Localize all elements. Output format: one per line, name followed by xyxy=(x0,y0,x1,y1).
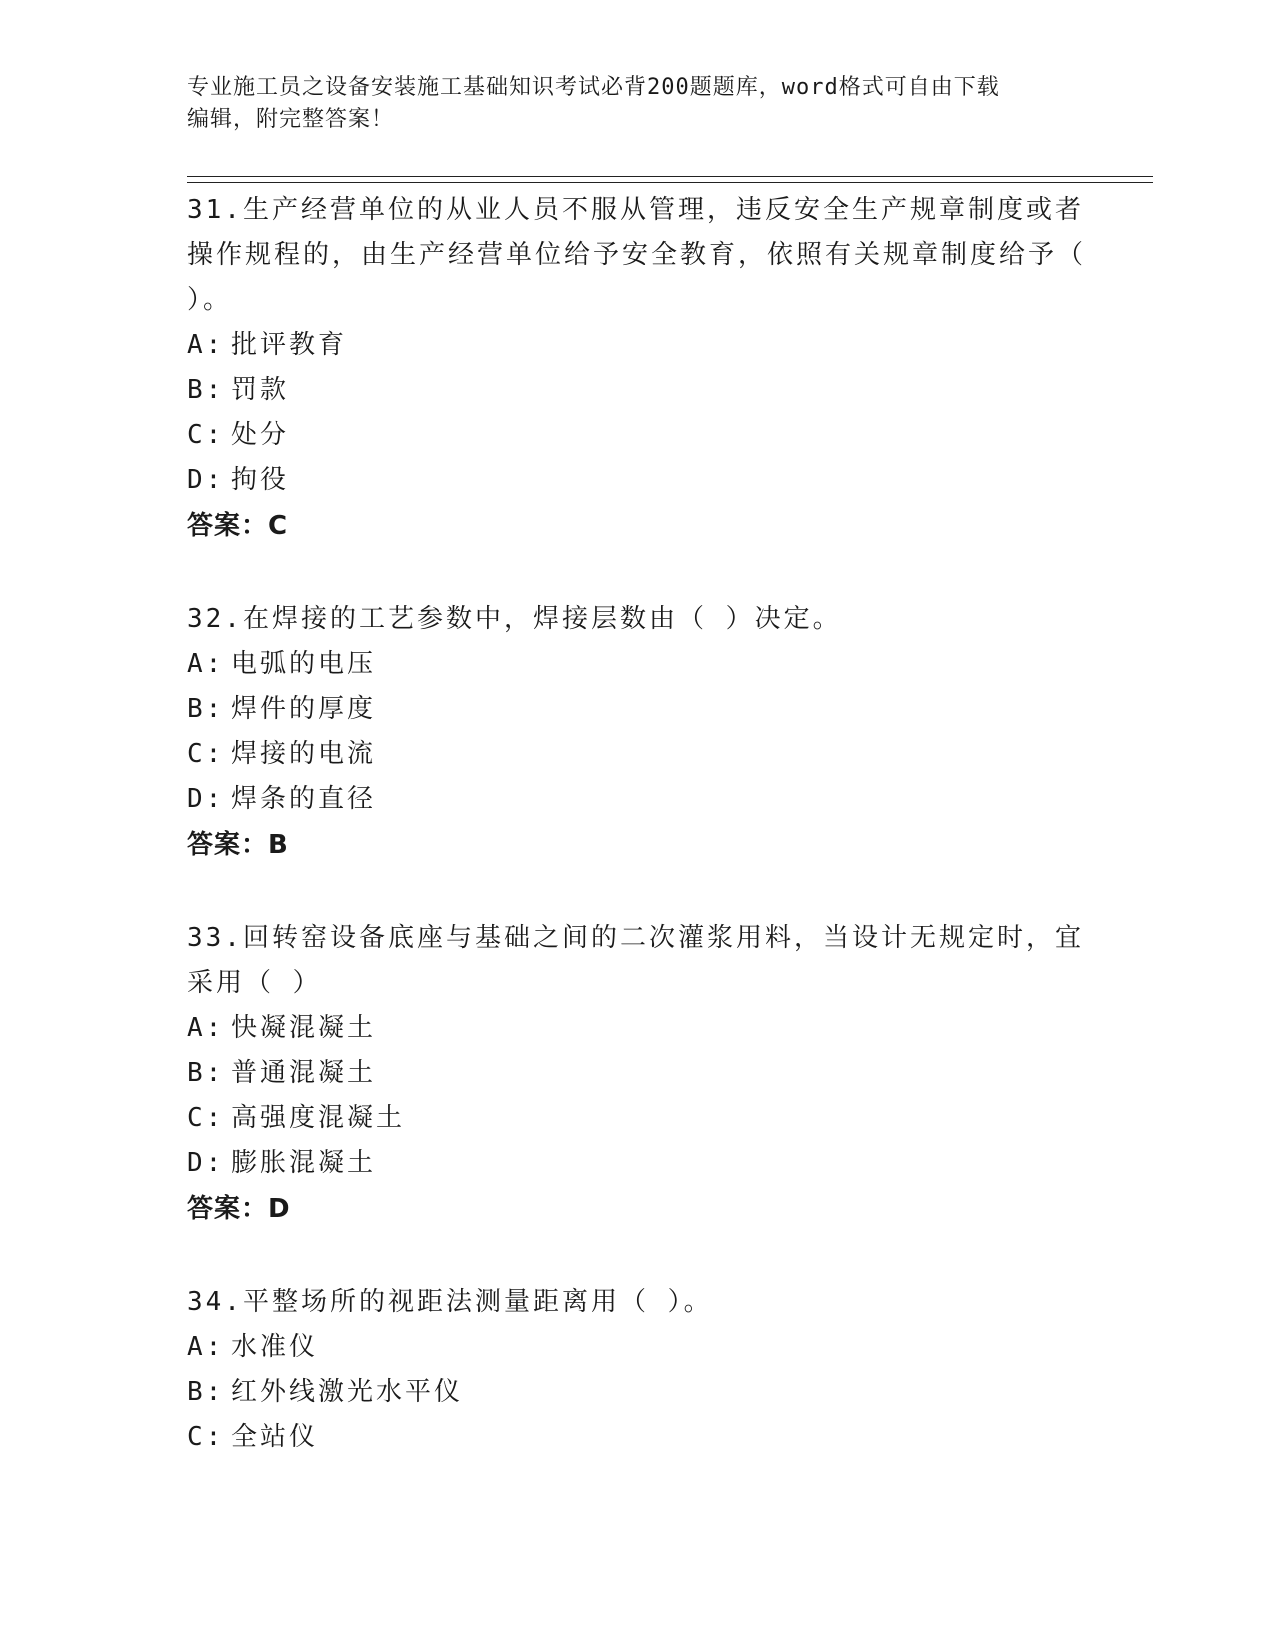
option-key: B: xyxy=(187,1377,225,1407)
header-rule-bottom xyxy=(187,182,1153,183)
option-key: A: xyxy=(187,1013,225,1043)
option-d xyxy=(187,1141,1087,1186)
question-list xyxy=(187,188,1087,1508)
option-key: B: xyxy=(187,375,225,405)
option-text: 快凝混凝土 xyxy=(231,1013,377,1043)
option-key: A: xyxy=(187,649,225,679)
question-stem: 31.生产经营单位的从业人员不服从管理，违反安全生产规章制度或者操作规程的，由生产经营单位给予安全教育，依照有关规章制度给予（ ）。 xyxy=(187,195,1087,315)
option-text: 全站仪 xyxy=(231,1422,319,1452)
option-c xyxy=(187,1415,1087,1460)
option-a xyxy=(187,1325,1087,1370)
option-key: A: xyxy=(187,330,225,360)
option-text: 处分 xyxy=(231,420,290,450)
option-text: 水准仪 xyxy=(231,1332,319,1362)
option-text: 罚款 xyxy=(231,375,290,405)
option-b xyxy=(187,687,1087,732)
option-key: D: xyxy=(187,465,225,495)
question-stem: 32.在焊接的工艺参数中，焊接层数由（ ）决定。 xyxy=(187,604,842,634)
answer-label: 答案：C xyxy=(187,511,289,541)
option-key: B: xyxy=(187,1058,225,1088)
option-text: 膨胀混凝土 xyxy=(231,1148,377,1178)
question-stem: 33.回转窑设备底座与基础之间的二次灌浆用料，当设计无规定时，宜采用（ ） xyxy=(187,923,1084,998)
header-title-line-2: 编辑，附完整答案！ xyxy=(187,107,395,132)
option-b xyxy=(187,1051,1087,1096)
question-34 xyxy=(187,1280,1087,1460)
answer-label: 答案：B xyxy=(187,830,289,860)
option-key: C: xyxy=(187,420,225,450)
option-key: D: xyxy=(187,1148,225,1178)
option-c xyxy=(187,732,1087,777)
question-33 xyxy=(187,916,1087,1232)
option-text: 拘役 xyxy=(231,465,290,495)
header-title-line-1: 专业施工员之设备安装施工基础知识考试必背200题题库，word格式可自由下载 xyxy=(187,75,1000,100)
option-a xyxy=(187,323,1087,368)
option-d xyxy=(187,777,1087,822)
option-key: C: xyxy=(187,1103,225,1133)
question-stem: 34.平整场所的视距法测量距离用（ ）。 xyxy=(187,1287,713,1317)
option-key: C: xyxy=(187,1422,225,1452)
option-key: B: xyxy=(187,694,225,724)
option-text: 焊接的电流 xyxy=(231,739,377,769)
option-b xyxy=(187,368,1087,413)
option-a xyxy=(187,642,1087,687)
option-key: D: xyxy=(187,784,225,814)
option-a xyxy=(187,1006,1087,1051)
option-b xyxy=(187,1370,1087,1415)
option-key: C: xyxy=(187,739,225,769)
answer-label: 答案：D xyxy=(187,1194,291,1224)
option-key: A: xyxy=(187,1332,225,1362)
document-header xyxy=(187,72,1067,136)
option-text: 高强度混凝土 xyxy=(231,1103,406,1133)
question-31 xyxy=(187,188,1087,549)
option-text: 红外线激光水平仪 xyxy=(231,1377,464,1407)
question-32 xyxy=(187,597,1087,868)
option-c xyxy=(187,413,1087,458)
option-text: 批评教育 xyxy=(231,330,348,360)
option-text: 焊条的直径 xyxy=(231,784,377,814)
option-d xyxy=(187,458,1087,503)
option-text: 普通混凝土 xyxy=(231,1058,377,1088)
option-c xyxy=(187,1096,1087,1141)
option-text: 焊件的厚度 xyxy=(231,694,377,724)
header-rule-top xyxy=(187,176,1153,177)
option-text: 电弧的电压 xyxy=(231,649,377,679)
